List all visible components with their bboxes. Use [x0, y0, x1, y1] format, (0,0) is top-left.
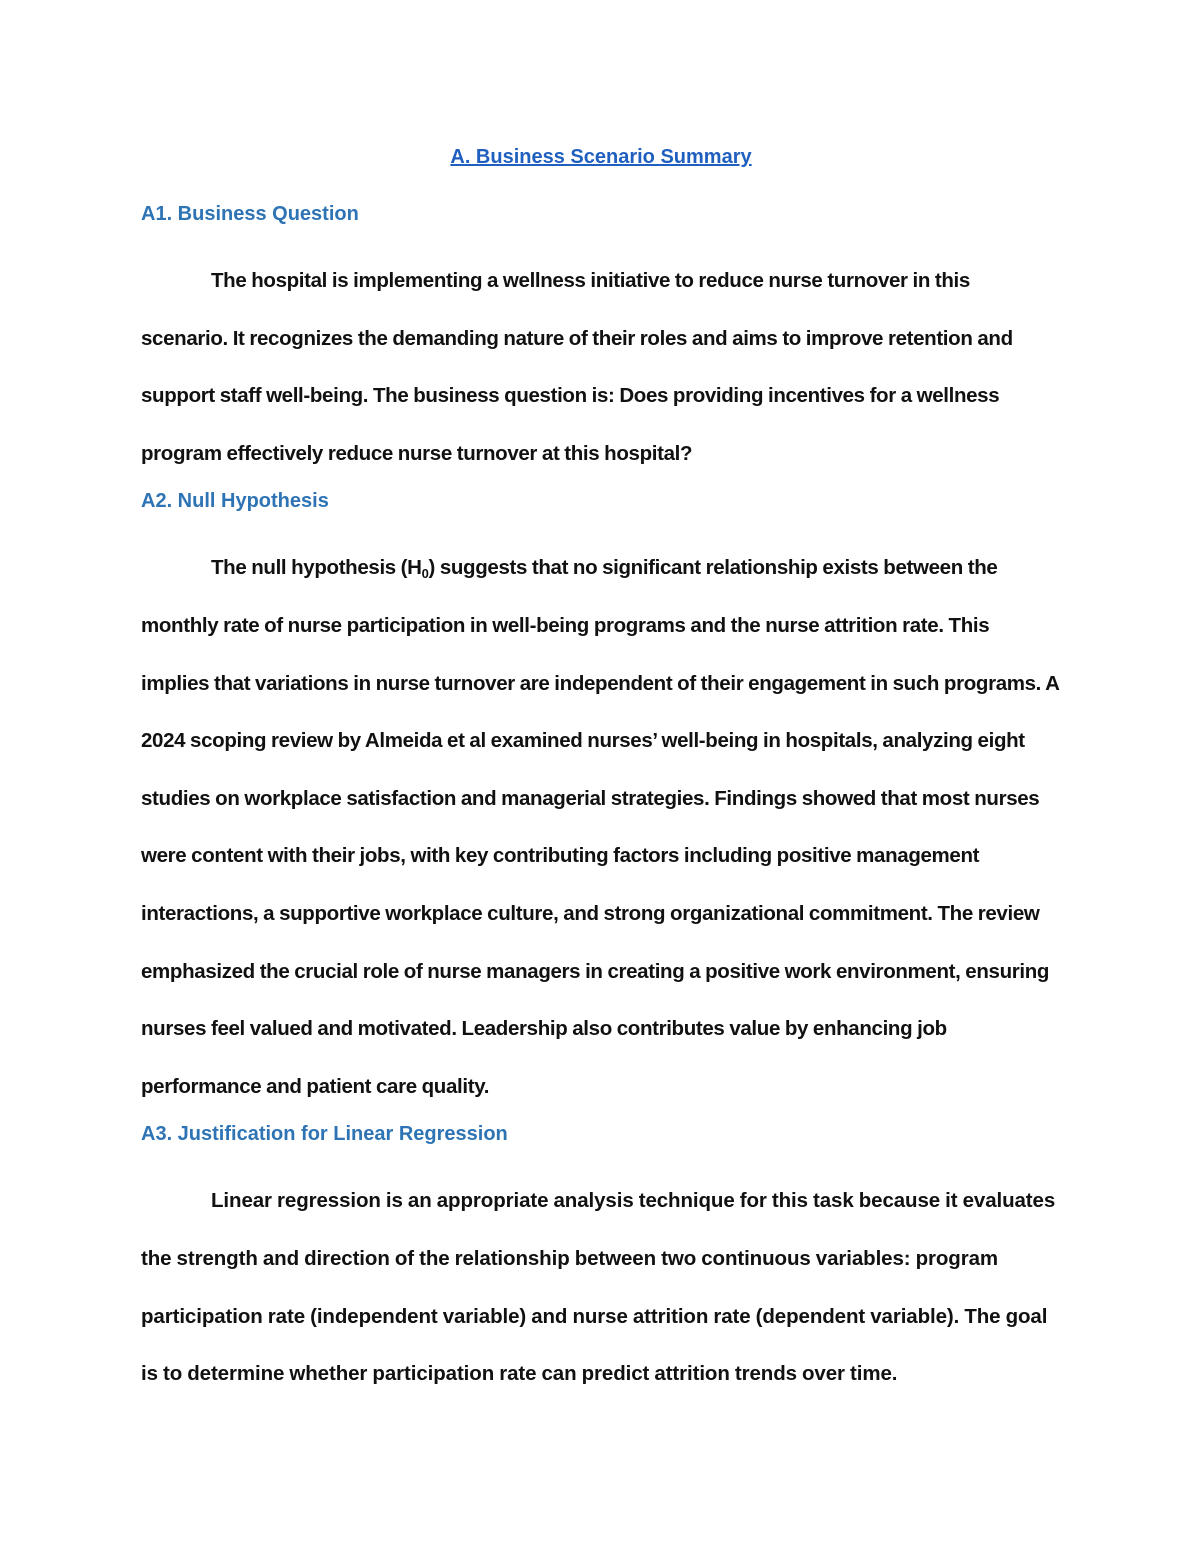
document-content: [141, 138, 1061, 1403]
null-hypothesis-text-rest: ) suggests that no significant relationship exists between the monthly rate of nurse participation in well-being programs and the nurse attrition rate. This implies that variations in nurse turnover are independent of their engagement in such programs. A 2024 scoping review by Almeida et al examined nurses’ well-being in hospitals, analyzing eight studies on workplace satisfaction and managerial strategies. Findings showed that most nurses were content with their jobs, with key contributing factors including positive management interactions, a supportive workplace culture, and strong organizational commitment. The review emphasized the crucial role of nurse managers in creating a positive work environment, ensuring nurses feel valued and motivated. Leadership also contributes value by enhancing job performance and patient care quality.: [141, 556, 1059, 1098]
paragraph-business-question: The hospital is implementing a wellness initiative to reduce nurse turnover in this scenario. It recognizes the demanding nature of their roles and aims to improve retention and support staff well-being. The business question is: Does providing incentives for a wellness program effectively reduce nurse turnover at this hospital?: [141, 269, 1013, 465]
null-hypothesis-subscript: 0: [421, 566, 429, 582]
null-hypothesis-text-start: The null hypothesis (H: [211, 556, 422, 580]
section-heading-a2: A2. Null Hypothesis: [141, 490, 329, 513]
section-heading-a3: A3. Justification for Linear Regression: [141, 1123, 508, 1146]
section-heading-a1: A1. Business Question: [141, 203, 359, 225]
paragraph-linear-regression: Linear regression is an appropriate analysis technique for this task because it evaluates the strength and direction of the relationship between two continuous variables: program participation rate (independent variable) and nurse attrition rate (dependent variable). The goal is to determine whether participation rate can predict attrition trends over time.: [141, 1189, 1056, 1386]
paragraph-null-hypothesis: [141, 539, 1061, 1115]
document-title: A. Business Scenario Summary: [450, 146, 752, 168]
